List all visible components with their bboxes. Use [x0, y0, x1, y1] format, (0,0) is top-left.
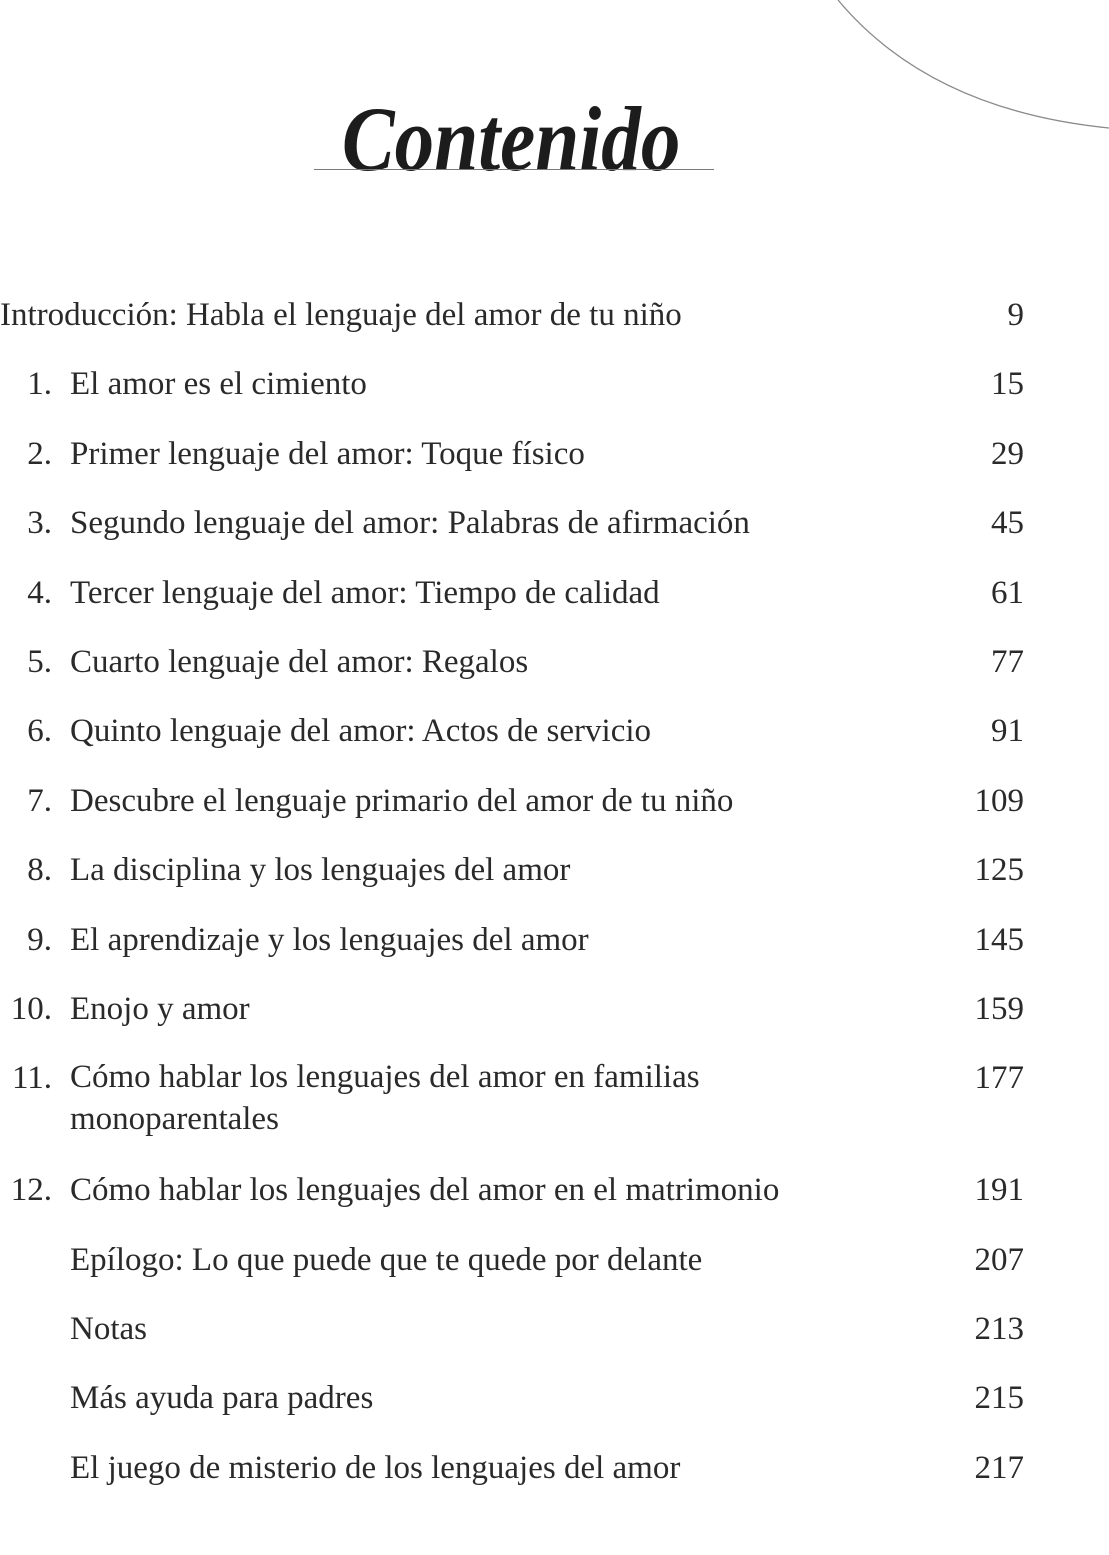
toc-entry-title: Epílogo: Lo que puede que te quede por delante: [70, 1241, 703, 1278]
toc-entry-number: 4.: [27, 574, 52, 611]
toc-entry-number: 6.: [27, 713, 52, 750]
toc-entry-page: 45: [991, 505, 1024, 542]
toc-entry-number: 10.: [10, 990, 52, 1027]
toc-entry-page: 145: [974, 921, 1024, 958]
toc-entry-page: 215: [974, 1380, 1024, 1417]
toc-entry-title: Cuarto lenguaje del amor: Regalos: [70, 643, 529, 680]
toc-entry-title: Segundo lenguaje del amor: Palabras de afirmación: [70, 505, 750, 542]
toc-entry-chapter-7[interactable]: [0, 769, 1030, 838]
toc-entry-chapter-8[interactable]: [0, 838, 1030, 907]
toc-entry-number: 8.: [27, 852, 52, 889]
toc-entry-page: 61: [991, 574, 1024, 611]
toc-entry-page: 177: [974, 1060, 1024, 1097]
toc-entry-number: 5.: [27, 643, 52, 680]
toc-entry-number: 12.: [10, 1172, 52, 1209]
title-divider: [314, 169, 714, 170]
toc-entry-chapter-6[interactable]: [0, 699, 1030, 768]
toc-entry-number: 7.: [27, 782, 52, 819]
toc-entry-number: 1.: [27, 366, 52, 403]
toc-entry-page: 125: [974, 852, 1024, 889]
toc-entry-chapter-4[interactable]: [0, 561, 1030, 630]
toc-entry-title: Quinto lenguaje del amor: Actos de servicio: [70, 713, 652, 750]
toc-entry-page: 191: [974, 1172, 1024, 1209]
toc-entry-page: 15: [991, 366, 1024, 403]
toc-entry-number: 9.: [27, 921, 52, 958]
toc-entry-title: El aprendizaje y los lenguajes del amor: [70, 921, 589, 958]
toc-entry-number: 3.: [27, 505, 52, 542]
toc-entry-page: 109: [974, 782, 1024, 819]
toc-entry-number: 2.: [27, 435, 52, 472]
toc-entry-page: 29: [991, 435, 1024, 472]
page-title: Contenido: [341, 87, 681, 190]
toc-entry-chapter-11[interactable]: [0, 1046, 1030, 1158]
toc-entry-title: Más ayuda para padres: [70, 1380, 374, 1417]
toc-entry-chapter-9[interactable]: [0, 908, 1030, 977]
toc-entry-title: Enojo y amor: [70, 990, 250, 1027]
toc-entry-chapter-2[interactable]: [0, 422, 1030, 491]
toc-entry-title: La disciplina y los lenguajes del amor: [70, 852, 571, 889]
toc-entry-mystery-game[interactable]: [0, 1436, 1030, 1505]
toc-entry-notes[interactable]: [0, 1297, 1030, 1366]
toc-entry-title: El juego de misterio de los lenguajes del amor: [70, 1449, 681, 1486]
toc-entry-page: 213: [974, 1311, 1024, 1348]
toc-entry-title: Introducción: Habla el lenguaje del amor de tu niño: [0, 297, 682, 333]
toc-entry-number: 11.: [11, 1060, 52, 1097]
toc-entry-more-help[interactable]: [0, 1366, 1030, 1435]
toc-entry-title: Cómo hablar los lenguajes del amor en familias monoparentales: [70, 1059, 700, 1138]
toc-entry-title: Notas: [70, 1311, 147, 1348]
toc-entry-title: Descubre el lenguaje primario del amor de tu niño: [70, 782, 734, 819]
toc-entry-epilogue[interactable]: [0, 1228, 1030, 1297]
toc-entry-page: 9: [1007, 297, 1024, 333]
toc-entry-page: 217: [974, 1449, 1024, 1486]
toc-entry-page: 207: [974, 1241, 1024, 1278]
toc-entry-chapter-1[interactable]: [0, 352, 1030, 421]
toc-entry-chapter-5[interactable]: [0, 630, 1030, 699]
toc-entry-chapter-10[interactable]: [0, 977, 1030, 1046]
toc-entry-title: Primer lenguaje del amor: Toque físico: [70, 435, 585, 472]
toc-entry-page: 77: [991, 643, 1024, 680]
toc-entry-page: 159: [974, 990, 1024, 1027]
toc-entry-chapter-3[interactable]: [0, 491, 1030, 560]
toc-entry-title: Tercer lenguaje del amor: Tiempo de calidad: [70, 574, 660, 611]
toc-entry-page: 91: [991, 713, 1024, 750]
table-of-contents: [0, 283, 1030, 1505]
toc-entry-chapter-12[interactable]: [0, 1158, 1030, 1227]
toc-entry-title: El amor es el cimiento: [70, 366, 367, 403]
toc-entry-intro[interactable]: [0, 283, 1030, 352]
toc-entry-title: Cómo hablar los lenguajes del amor en el matrimonio: [70, 1172, 780, 1209]
